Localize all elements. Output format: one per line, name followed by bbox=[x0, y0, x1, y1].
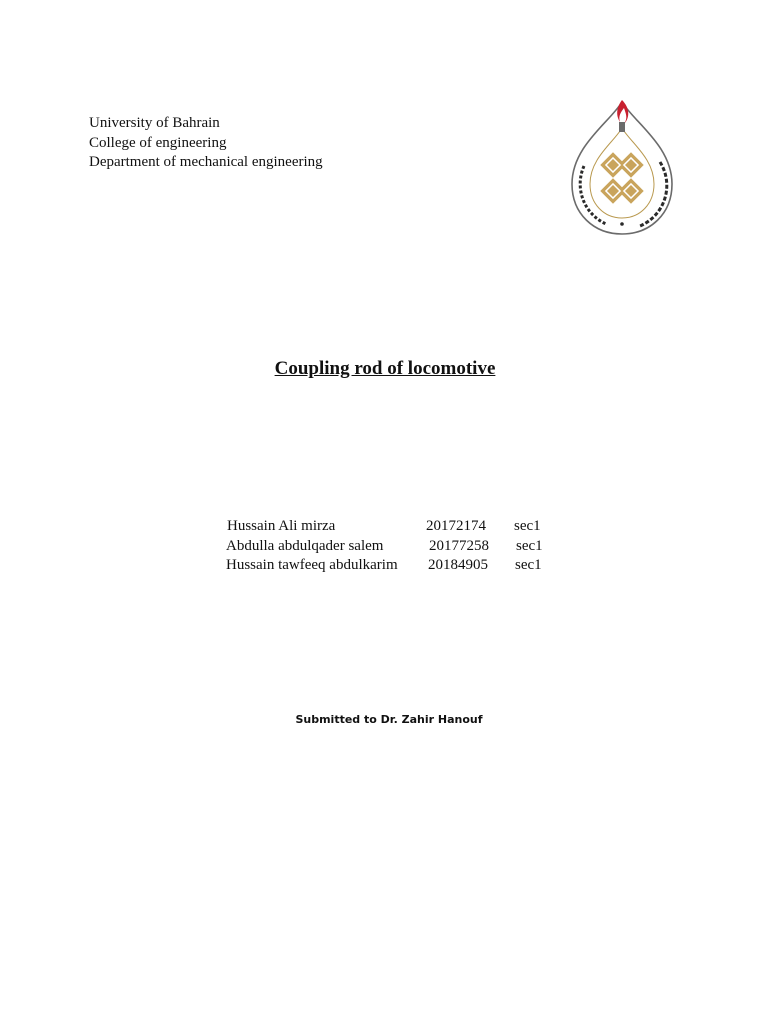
student-section: sec1 bbox=[516, 537, 543, 554]
student-section: sec1 bbox=[515, 557, 542, 573]
student-name: Abdulla abdulqader salem bbox=[226, 537, 384, 554]
college-name: College of engineering bbox=[89, 134, 227, 151]
student-id: 20172174 bbox=[426, 518, 486, 534]
department-name: Department of mechanical engineering bbox=[89, 154, 323, 170]
student-section: sec1 bbox=[514, 518, 541, 534]
header-block bbox=[89, 114, 323, 173]
report-title: Coupling rod of locomotive bbox=[274, 358, 496, 379]
university-name: University of Bahrain bbox=[89, 115, 220, 131]
submitted-to: Submitted to Dr. Zahir Hanouf bbox=[295, 713, 483, 726]
student-name: Hussain Ali mirza bbox=[227, 518, 336, 534]
university-of-bahrain-seal-icon bbox=[564, 96, 680, 240]
student-id: 20177258 bbox=[429, 537, 489, 554]
student-id: 20184905 bbox=[428, 557, 488, 573]
student-name: Hussain tawfeeq abdulkarim bbox=[226, 557, 398, 573]
